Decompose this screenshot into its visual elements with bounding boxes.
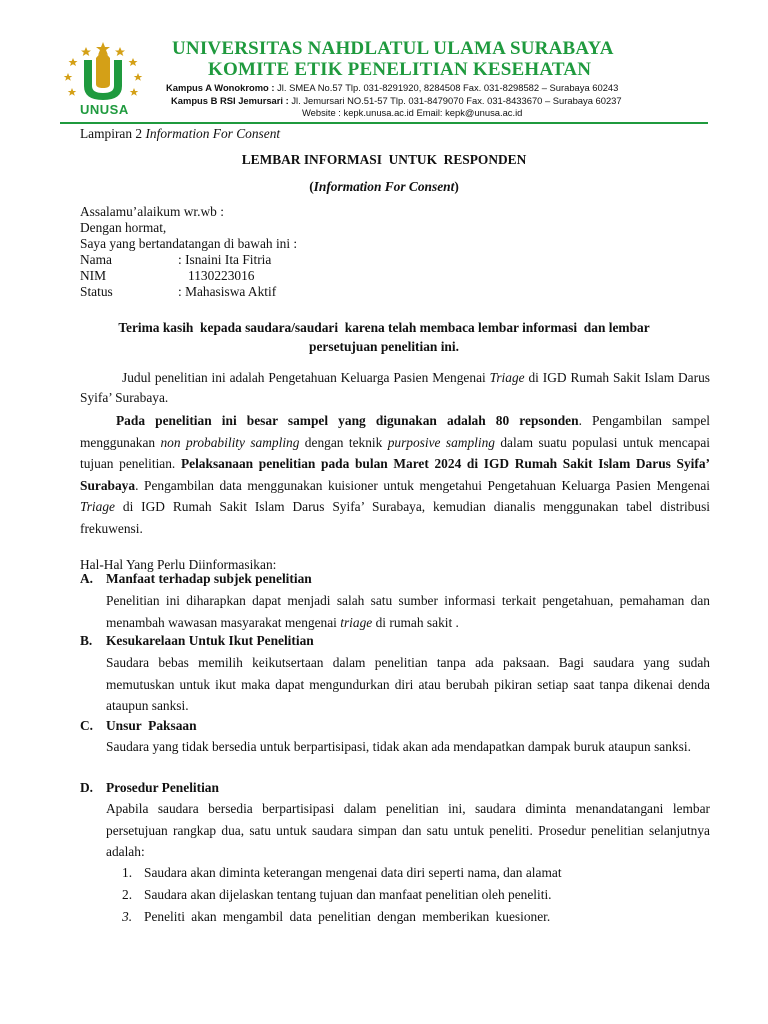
thanks-statement: Terima kasih kepada saudara/saudari karena telah membaca lembar informasi dan lembar persetujuan penelitian ini. [118,320,650,354]
section-a-heading: A. Manfaat terhadap subjek penelitian [80,571,312,586]
info-heading: Hal-Hal Yang Perlu Diinformasikan: [80,557,277,572]
committee-name: KOMITE ETIK PENELITIAN KESEHATAN [208,59,592,80]
identity-row-status: Status : Mahasiswa Aktif [80,284,277,299]
unusa-emblem-icon [58,38,148,108]
list-item: 2. Saudara akan dijelaskan tentang tujuan dan manfaat penelitian oleh peneliti. [122,887,552,902]
campus-b-address: Kampus B RSI Jemursari : Jl. Jemursari NO.51-57 Tlp. 031-8479070 Fax. 031-8433670 – Surabaya 60237 [171,95,622,106]
greeting-line: Saya yang bertandatangan di bawah ini : [80,236,298,251]
section-d-text: Apabila saudara bersedia berpartisipasi dalam penelitian ini, saudara diminta menandatangani lembar persetujuan rangkap dua, satu untuk saudara simpan dan satu untuk peneliti. Prosedur penelitian selanjutnya adalah: [106,801,710,859]
greeting-line: Assalamu’alaikum wr.wb : [80,204,224,219]
procedure-steps [122,862,710,928]
university-logo [58,38,148,120]
university-name: UNIVERSITAS NAHDLATUL ULAMA SURABAYA [172,38,614,59]
section-d-heading: D. Prosedur Penelitian [80,780,219,795]
paragraph-research-title: Judul penelitian ini adalah Pengetahuan Keluarga Pasien Mengenai Triage di IGD Rumah Sakit Islam Darus Syifa’ Surabaya. [80,370,710,405]
identity-row-nim: NIM 1130223016 [80,268,255,283]
greeting-line: Dengan hormat, [80,220,167,235]
identity-row-name: Nama : Isnaini Ita Fitria [80,252,272,267]
list-item: 1. Saudara akan diminta keterangan mengenai data diri seperti nama, dan alamat [122,865,562,880]
section-c-heading: C. Unsur Paksaan [80,718,197,733]
section-a-text: Penelitian ini diharapkan dapat menjadi salah satu sumber informasi terkait pengetahuan, pemahaman dan menambah wawasan masyarakat mengenai triage di rumah sakit . [106,593,710,630]
attachment-label: Lampiran 2 Information For Consent [80,126,281,141]
greeting-block [80,204,297,300]
logo-text: UNUSA [80,102,129,117]
list-item: 3. Peneliti akan mengambil data penelitian dengan memberikan kuesioner. [122,909,551,924]
document-title: LEMBAR INFORMASI UNTUK RESPONDEN [241,152,527,167]
campus-a-address: Kampus A Wonokromo : Jl. SMEA No.57 Tlp. 031-8291920, 8284508 Fax. 031-8298582 – Surabaya 60243 [166,82,619,93]
section-b-heading: B. Kesukarelaan Untuk Ikut Penelitian [80,633,314,648]
paragraph-method: Pada penelitian ini besar sampel yang digunakan adalah 80 repsonden. Pengambilan sampel menggunakan non probability sampling dengan teknik purposive sampling dalam suatu populasi untuk mencapai tujuan penelitian. Pelaksanaan penelitian pada bulan Maret 2024 di IGD Rumah Sakit Islam Darus Syifa’ Surabaya. Pengambilan data menggunakan kuisioner untuk mengetahui Pengetahuan Keluarga Pasien Mengenai Triage di IGD Rumah Sakit Islam Darus Syifa’ Surabaya, kemudian dianalis menggunakan tabel distribusi frekuwensi. [80,413,710,536]
document-subtitle: (Information For Consent) [309,179,459,194]
section-b-text: Saudara bebas memilih keikutsertaan dalam penelitian tanpa ada paksaan. Bagi saudara yang sudah memutuskan untuk ikut maka dapat mengundurkan diri atau berubah pikiran setiap saat tanpa dikenai denda ataupun sanksi. [106,655,710,713]
section-c-text: Saudara yang tidak bersedia untuk berpartisipasi, tidak akan ada mendapatkan dampak buruk ataupun sanksi. [106,739,691,754]
website-email: Website : kepk.unusa.ac.id Email: kepk@unusa.ac.id [302,107,523,118]
